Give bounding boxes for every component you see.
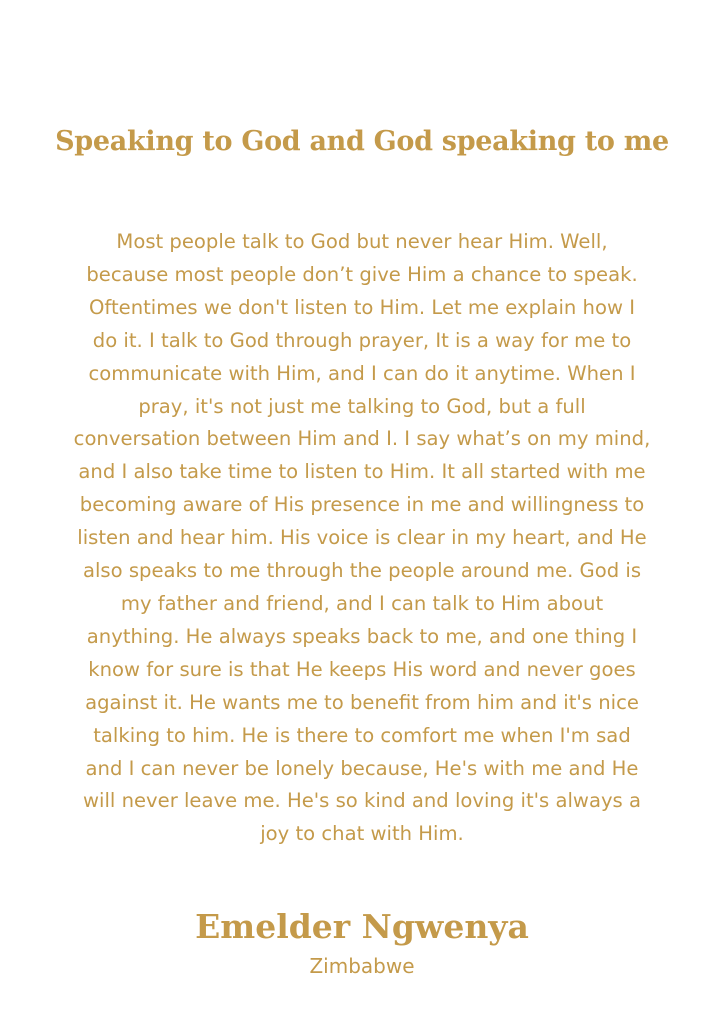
body-line: becoming aware of His presence in me and willingness to	[79, 493, 645, 517]
body-line: communicate with Him, and I can do it anytime. When I	[88, 361, 636, 385]
body-line: do it. I talk to God through prayer, It is a way for me to	[92, 328, 632, 352]
body-line: against it. He wants me to benefit from him and it's nice	[85, 690, 639, 714]
author-name: Emelder Ngwenya	[195, 907, 529, 946]
body-line: Most people talk to God but never hear Him. Well,	[116, 230, 608, 253]
body-line: listen and hear him. His voice is clear in my heart, and He	[77, 526, 647, 550]
body-line: pray, it's not just me talking to God, but a full	[138, 394, 586, 418]
body-line: know for sure is that He keeps His word and never goes	[88, 657, 636, 681]
body-line: talking to him. He is there to comfort me when I'm sad	[93, 723, 631, 747]
body-line: and I can never be lonely because, He's with me and He	[85, 756, 639, 780]
body-line: will never leave me. He's so kind and loving it's always a	[82, 789, 641, 813]
body-line: anything. He always speaks back to me, and one thing I	[86, 624, 638, 648]
body-line: Oftentimes we don't listen to Him. Let me explain how I	[88, 295, 635, 319]
document-title: Speaking to God and God speaking to me	[55, 126, 669, 157]
body-line: joy to chat with Him.	[260, 822, 464, 846]
body-line: conversation between Him and I. I say what’s on my mind,	[73, 427, 651, 451]
body-line: my father and friend, and I can talk to Him about	[120, 591, 604, 615]
body-text	[62, 226, 662, 851]
author-country: Zimbabwe	[309, 954, 415, 978]
body-line: because most people don’t give Him a chance to speak.	[86, 262, 638, 286]
body-line: also speaks to me through the people around me. God is	[82, 559, 642, 583]
body-line: and I also take time to listen to Him. It all started with me	[78, 460, 646, 484]
